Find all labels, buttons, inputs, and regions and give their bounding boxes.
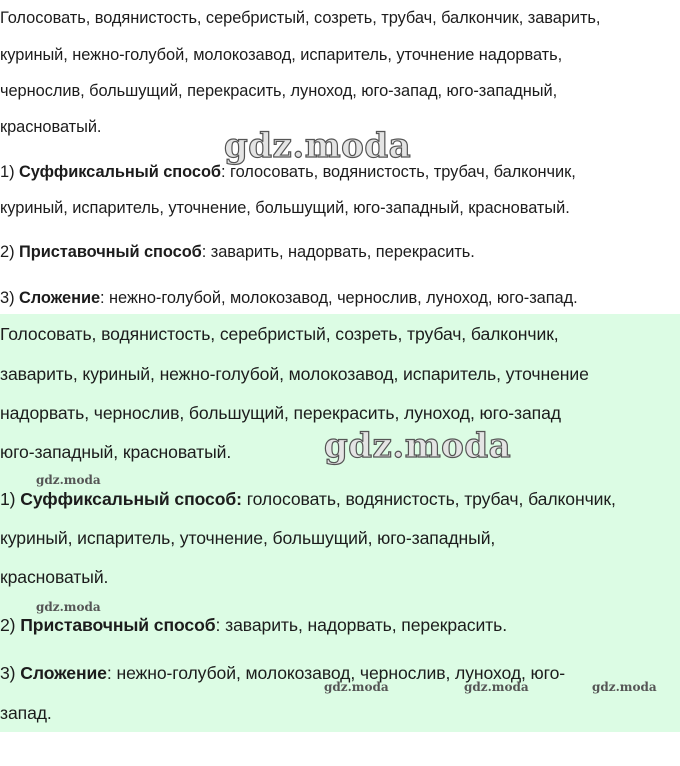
method-words: : заварить, надорвать, перекрасить. [201, 243, 475, 261]
compound-method-line [0, 288, 578, 308]
prefix-method-line [0, 614, 507, 636]
words-line-4: юго-западный, красноватый. [0, 442, 232, 462]
item-number: 3) [0, 289, 15, 307]
item-number: 2) [0, 615, 16, 635]
method-name: Сложение [20, 663, 107, 683]
method-words: : заварить, надорвать, перекрасить. [215, 615, 507, 635]
suffix-method-line [0, 488, 616, 510]
compound-method-line [0, 662, 565, 684]
compound-method-line-2: запад. [0, 703, 52, 723]
method-words: : нежно-голубой, молокозавод, чернослив, луноход, юго-запад. [100, 289, 578, 307]
words-line-4: красноватый. [0, 118, 102, 136]
watermark-logo: gdz.moda [224, 126, 412, 166]
words-line-3: чернослив, большущий, перекрасить, луноход, юго-запад, юго-западный, [0, 82, 558, 100]
watermark-text: gdz.moda [592, 680, 657, 694]
watermark-logo: gdz.moda [324, 426, 512, 466]
item-number: 2) [0, 243, 15, 261]
words-line-1: Голосовать, водянистость, серебристый, созреть, трубач, балкончик, [0, 324, 559, 344]
words-line-1: Голосовать, водянистость, серебристый, созреть, трубач, балкончик, заварить, [0, 9, 601, 27]
prefix-method-line [0, 242, 475, 262]
watermark-text: gdz.moda [324, 680, 389, 694]
words-line-2: заварить, куриный, нежно-голубой, молокозавод, испаритель, уточнение [0, 364, 589, 384]
item-number: 1) [0, 489, 16, 509]
suffix-method-line-3: красноватый. [0, 567, 109, 587]
method-name: Приставочный способ [19, 243, 202, 261]
watermark-text: gdz.moda [36, 473, 101, 487]
words-line-2: куриный, нежно-голубой, молокозавод, испаритель, уточнение надорвать, [0, 46, 563, 64]
item-number: 3) [0, 663, 16, 683]
method-words: голосовать, водянистость, трубач, балкончик, [241, 489, 616, 509]
watermark-text: gdz.moda [464, 680, 529, 694]
suffix-method-line-2: куриный, испаритель, уточнение, большущий, юго-западный, красноватый. [0, 199, 570, 217]
method-name: Сложение [19, 289, 101, 307]
words-line-3: надорвать, чернослив, большущий, перекрасить, луноход, юго-запад [0, 403, 561, 423]
method-name: Суффиксальный способ: [20, 489, 242, 509]
method-name: Суффиксальный способ [19, 163, 221, 181]
method-words: : голосовать, водянистость, трубач, балкончик, [221, 163, 576, 181]
suffix-method-line [0, 162, 576, 182]
method-name: Приставочный способ [20, 615, 216, 635]
suffix-method-line-2: куриный, испаритель, уточнение, большущий, юго-западный, [0, 528, 496, 548]
item-number: 1) [0, 163, 15, 181]
method-words: : нежно-голубой, молокозавод, чернослив, луноход, юго- [106, 663, 566, 683]
watermark-text: gdz.moda [36, 600, 101, 614]
